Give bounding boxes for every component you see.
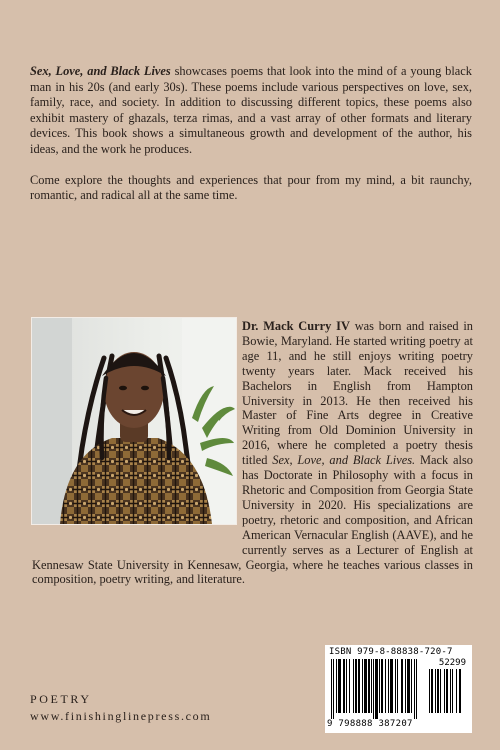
blurb-paragraph-1-text: showcases poems that look into the mind of a young black man in his 20s (and early 30s). These poems include various perspectives on love, sex, family, race, and society. In addition to discussing different topics, these poems also exhibit mastery of ghazals, terza rimas, and a vast array of other formats and literary devices. This book shows a simultaneous growth and development of the author, his ideas, and the work he produces.: [30, 64, 472, 156]
back-cover-blurb: [30, 64, 472, 204]
price-code: 52299: [438, 658, 466, 668]
author-bio: [32, 319, 473, 587]
author-bio-text-1: was born and raised in Bowie, Maryland. He started writing poetry at age 11, and he still enjoys writing poetry twenty years later. Mack received his Bachelors in English from Hampton University in 2013. He then received his Master of Fine Arts degree in Creative Writing from Old Dominion University in 2016, where he completed a poetry thesis titled: [242, 319, 473, 468]
blurb-paragraph-1: [30, 64, 472, 158]
blurb-book-title: Sex, Love, and Black Lives: [30, 64, 171, 78]
author-name: Dr. Mack Curry IV: [242, 319, 350, 333]
author-bio-text-2: Mack also has Doctorate in Philosophy with a focus in Rhetoric and Composition from Georgia State University in 2020. His specializations are poetry, rhetoric and composition, and African American Vernacular English (AAVE), and he currently serves as a Lecturer of English at Kennesaw State University in Kennesaw, Georgia, where he teaches various classes in composition, poetry writing, and literature.: [32, 453, 473, 587]
barcode-digits: 9 798888 387207: [327, 719, 413, 729]
ean13-barcode-icon: [331, 659, 427, 719]
isbn-label: ISBN 979-8-88838-720-7: [329, 647, 453, 657]
isbn-barcode: [325, 645, 472, 733]
thesis-title: Sex, Love, and Black Lives.: [272, 453, 416, 468]
addon-barcode-icon: [429, 669, 467, 719]
publisher-website: www.finishinglinepress.com: [30, 709, 212, 723]
genre-label: POETRY: [30, 692, 92, 706]
blurb-paragraph-2: Come explore the thoughts and experiences that pour from my mind, a bit raunchy, romantic, and radical all at the same time.: [30, 172, 472, 203]
